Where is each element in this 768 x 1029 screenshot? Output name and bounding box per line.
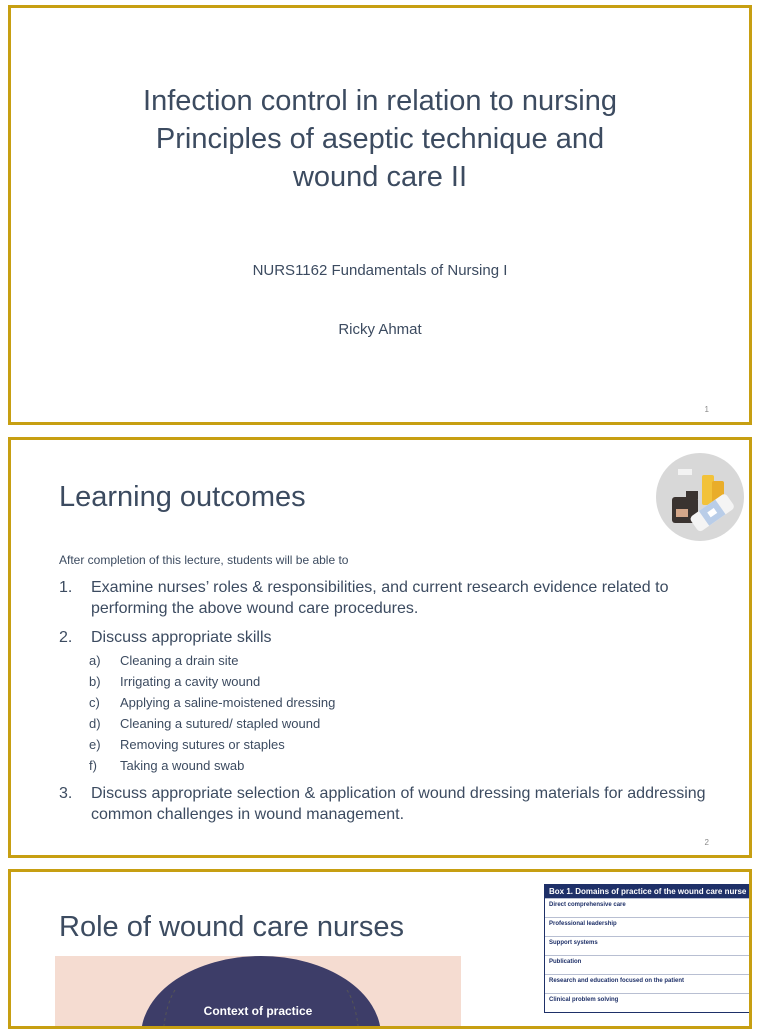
skill-letter: c) <box>89 695 100 710</box>
outcome-item-2 <box>59 627 729 648</box>
box-row: Direct comprehensive care <box>545 898 751 917</box>
title-line-1: Infection control in relation to nursing <box>143 85 617 117</box>
slide-heading: Learning outcomes <box>59 481 306 513</box>
skill-letter: a) <box>89 653 101 668</box>
skill-letter: e) <box>89 737 101 752</box>
outcome-number: 3. <box>59 785 73 802</box>
slide-3 <box>8 869 752 1029</box>
slide-heading: Role of wound care nurses <box>59 911 404 943</box>
outcome-item-1 <box>59 577 729 619</box>
skill-text: Removing sutures or staples <box>120 737 285 752</box>
domains-box <box>544 884 752 1013</box>
box-row: Professional leadership <box>545 917 751 936</box>
slide-1 <box>8 5 752 425</box>
slide-2 <box>8 437 752 858</box>
outcome-number: 2. <box>59 629 73 646</box>
slide-title <box>11 82 749 196</box>
skill-text: Cleaning a sutured/ stapled wound <box>120 716 321 731</box>
box-row: Support systems <box>545 936 751 955</box>
author-name: Ricky Ahmat <box>338 321 422 338</box>
page-number: 2 <box>704 838 709 847</box>
skill-text: Cleaning a drain site <box>120 653 239 668</box>
figure-label: Context of practice <box>203 1004 313 1018</box>
outcome-text: Discuss appropriate skills <box>91 629 272 646</box>
skill-text: Irrigating a cavity wound <box>120 674 261 689</box>
skill-letter: f) <box>89 758 97 773</box>
outcome-text: Discuss appropriate selection & application of wound dressing materials for addressing common challenges in wound management. <box>91 785 706 823</box>
box-row: Clinical problem solving <box>545 993 751 1012</box>
box-row: Research and education focused on the patient <box>545 974 751 993</box>
skill-letter: b) <box>89 674 101 689</box>
outcome-item-3 <box>59 783 729 825</box>
page-number: 1 <box>704 405 709 414</box>
figure-dashed-arcs <box>55 956 461 1029</box>
intro-text: After completion of this lecture, students will be able to <box>59 553 349 567</box>
skill-text: Applying a saline-moistened dressing <box>120 695 336 710</box>
skill-text: Taking a wound swab <box>120 758 245 773</box>
context-of-practice-figure <box>55 956 461 1029</box>
course-subtitle: NURS1162 Fundamentals of Nursing I <box>252 262 508 279</box>
box-title: Box 1. Domains of practice of the wound care nurse <box>545 885 751 898</box>
box-row: Publication <box>545 955 751 974</box>
skill-letter: d) <box>89 716 101 731</box>
title-line-2: Principles of aseptic technique and <box>155 123 605 155</box>
outcome-text: Examine nurses’ roles & responsibilities, and current research evidence related to performing the above wound care procedures. <box>91 579 669 617</box>
title-line-3: wound care II <box>292 161 468 193</box>
outcome-number: 1. <box>59 579 73 596</box>
medical-supplies-icon <box>656 453 744 541</box>
